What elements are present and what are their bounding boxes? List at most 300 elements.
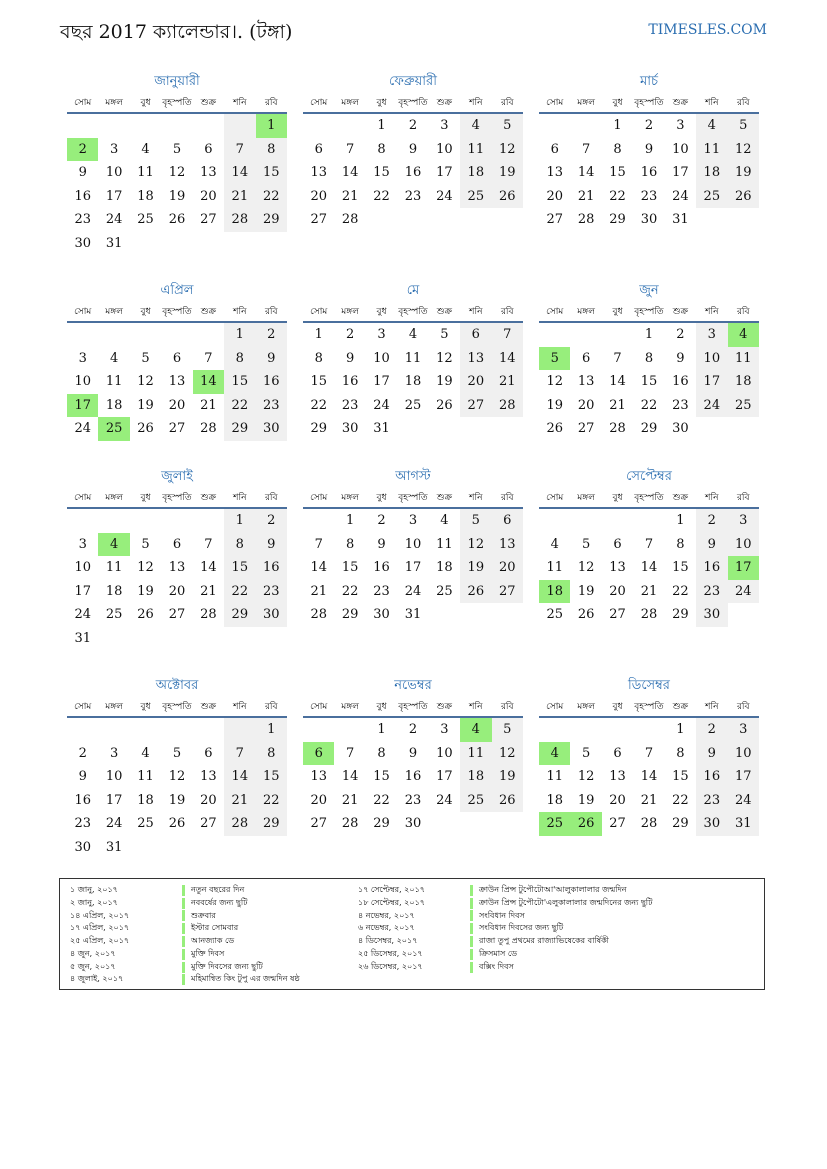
day-cell: 29	[341, 607, 359, 622]
day-cell: 30	[640, 212, 658, 227]
holiday-entry	[70, 884, 300, 897]
empty-day-cell	[130, 627, 161, 651]
day-cell: 21	[609, 397, 626, 413]
day-cell: 9	[408, 141, 418, 157]
holiday-date: ৪ নভেম্বর, ২০১৭	[358, 910, 415, 920]
day-cell: 21	[224, 185, 255, 209]
weekday-label: মঙ্গল	[577, 701, 595, 712]
day-cell: 5	[492, 114, 523, 138]
day-cell: 24	[74, 607, 91, 622]
day-cell: 17	[672, 165, 689, 180]
empty-day-cell	[193, 718, 224, 742]
empty-day-cell	[492, 603, 523, 627]
day-cell: 14	[193, 370, 224, 394]
day-cell: 11	[404, 350, 422, 366]
empty-day-cell	[696, 208, 727, 232]
week-row	[539, 812, 759, 836]
empty-day-cell	[460, 603, 491, 627]
day-cell: 7	[224, 742, 255, 766]
day-cell: 29	[373, 816, 390, 831]
day-cell: 19	[137, 583, 154, 599]
day-cell: 7	[314, 536, 323, 552]
holiday-entry	[358, 897, 652, 910]
day-cell: 12	[137, 374, 154, 389]
day-cell: 16	[74, 188, 91, 204]
day-cell: 12	[168, 769, 186, 784]
holiday-entry	[358, 948, 652, 961]
day-cell: 13	[609, 769, 626, 784]
day-cell: 16	[74, 792, 91, 808]
day-cell: 8	[676, 536, 685, 552]
day-cell: 17	[696, 370, 727, 394]
day-cell: 18	[460, 161, 491, 185]
empty-day-cell	[193, 323, 224, 347]
weekday-label: মঙ্গল	[577, 97, 595, 108]
day-cell: 13	[168, 374, 186, 389]
weekday-header	[67, 696, 287, 718]
day-cell: 13	[168, 560, 186, 575]
day-cell: 28	[577, 212, 595, 227]
day-cell: 12	[577, 769, 595, 784]
month-calendar	[539, 281, 759, 441]
empty-day-cell	[256, 232, 287, 256]
holiday-entry	[70, 910, 300, 923]
day-cell: 22	[373, 188, 390, 204]
day-cell: 31	[728, 812, 759, 836]
weekday-label: বুধ	[376, 701, 387, 712]
month-calendar	[67, 467, 287, 650]
month-name: ফেব্রুয়ারী	[389, 74, 437, 89]
weekday-label: বুধ	[140, 701, 151, 712]
week-row	[67, 603, 287, 627]
holiday-entry	[70, 897, 300, 910]
day-cell: 17	[67, 394, 98, 418]
month-calendar	[303, 676, 523, 836]
weekday-label: রবি	[264, 492, 278, 503]
month-name: মার্চ	[639, 74, 658, 89]
day-cell: 20	[609, 792, 626, 808]
month-name: অক্টোবর	[155, 678, 199, 693]
weekday-label: বৃহস্পতি	[398, 492, 428, 503]
day-cell: 5	[440, 327, 449, 342]
month-calendar	[539, 467, 759, 627]
day-cell: 2	[256, 509, 287, 533]
day-cell: 12	[728, 138, 759, 162]
day-cell: 29	[640, 421, 658, 436]
weekday-label: বুধ	[140, 492, 151, 503]
week-row	[67, 509, 287, 533]
weekday-label: রবি	[736, 492, 750, 503]
empty-day-cell	[161, 509, 192, 533]
day-cell: 25	[546, 607, 563, 622]
day-cell: 10	[105, 769, 123, 784]
day-cell: 3	[728, 509, 759, 533]
empty-day-cell	[460, 812, 491, 836]
day-cell: 13	[577, 374, 595, 389]
empty-day-cell	[602, 323, 633, 347]
day-cell: 6	[613, 536, 622, 552]
day-cell: 20	[168, 397, 186, 413]
day-cell: 27	[546, 212, 563, 227]
empty-day-cell	[224, 114, 255, 138]
week-row	[303, 114, 523, 138]
weekday-label: বুধ	[140, 97, 151, 108]
weekday-label: বৃহস্পতি	[634, 701, 664, 712]
weekday-label: শনি	[705, 492, 719, 503]
week-row	[67, 742, 287, 766]
day-cell: 7	[345, 745, 355, 761]
day-cell: 21	[577, 188, 595, 204]
holiday-entry	[358, 884, 652, 897]
day-cell: 21	[341, 792, 359, 808]
holiday-marker	[470, 962, 473, 973]
week-row	[539, 533, 759, 557]
day-cell: 13	[310, 769, 327, 784]
weekday-label: বুধ	[140, 306, 151, 317]
holiday-marker	[470, 936, 473, 947]
day-cell: 1	[256, 114, 287, 138]
holiday-date: ৪ জুন, ২০১৭	[70, 948, 116, 958]
day-cell: 19	[492, 765, 523, 789]
empty-day-cell	[130, 836, 161, 860]
day-cell: 4	[460, 114, 491, 138]
empty-day-cell	[303, 509, 334, 533]
day-cell: 15	[672, 769, 689, 784]
day-cell: 9	[345, 350, 355, 366]
month-name: আগস্ট	[395, 469, 431, 484]
month-calendar	[303, 467, 523, 627]
week-row	[539, 347, 759, 371]
day-cell: 2	[377, 513, 386, 528]
day-cell: 9	[644, 141, 654, 157]
weekday-header	[539, 301, 759, 323]
holiday-date: ৬ নভেম্বর, ২০১৭	[358, 923, 415, 933]
holiday-entry	[70, 922, 300, 935]
day-cell: 23	[672, 397, 689, 413]
day-cell: 24	[436, 188, 453, 204]
empty-day-cell	[334, 114, 365, 138]
day-cell: 18	[460, 765, 491, 789]
holiday-marker	[182, 885, 185, 896]
day-cell: 8	[224, 533, 255, 557]
empty-day-cell	[539, 718, 570, 742]
empty-day-cell	[696, 417, 727, 441]
day-cell: 23	[696, 580, 727, 604]
day-cell: 26	[546, 421, 563, 436]
empty-day-cell	[602, 718, 633, 742]
day-cell: 8	[676, 745, 685, 761]
day-cell: 12	[168, 165, 186, 180]
month-name: নভেম্বর	[394, 678, 432, 693]
holiday-date: ১৭ এপ্রিল, ২০১৭	[70, 923, 130, 933]
empty-day-cell	[539, 323, 570, 347]
week-row	[67, 161, 287, 185]
day-cell: 15	[640, 374, 658, 389]
week-row	[539, 603, 759, 627]
weekday-label: মঙ্গল	[105, 701, 123, 712]
day-cell: 25	[460, 185, 491, 209]
weekday-label: বৃহস্পতি	[398, 306, 428, 317]
week-row	[303, 789, 523, 813]
weekday-label: শনি	[233, 492, 247, 503]
day-cell: 30	[256, 417, 287, 441]
empty-day-cell	[570, 323, 601, 347]
day-cell: 19	[137, 397, 154, 413]
day-cell: 20	[577, 397, 595, 413]
weekday-label: মঙ্গল	[577, 306, 595, 317]
weekday-label: শনি	[705, 97, 719, 108]
week-row	[67, 347, 287, 371]
empty-day-cell	[130, 718, 161, 742]
day-cell: 9	[676, 350, 685, 366]
day-cell: 16	[256, 556, 287, 580]
day-cell: 14	[224, 161, 255, 185]
holiday-entry	[358, 910, 652, 923]
day-cell: 22	[672, 792, 689, 808]
weekday-label: শুক্র	[436, 701, 453, 712]
holiday-marker	[470, 910, 473, 921]
day-cell: 14	[341, 165, 359, 180]
weekday-label: বৃহস্পতি	[162, 492, 192, 503]
day-cell: 23	[640, 188, 658, 204]
day-cell: 15	[224, 370, 255, 394]
day-cell: 31	[74, 630, 91, 646]
holiday-marker	[182, 898, 185, 909]
holiday-column-left	[70, 884, 300, 986]
weekday-label: সোম	[74, 492, 92, 503]
day-cell: 26	[577, 607, 595, 622]
empty-day-cell	[67, 323, 98, 347]
day-cell: 31	[105, 235, 123, 251]
weekday-label: শনি	[233, 97, 247, 108]
day-cell: 24	[728, 580, 759, 604]
day-cell: 29	[672, 816, 689, 831]
weekday-header	[303, 92, 523, 114]
day-cell: 7	[204, 536, 213, 552]
day-cell: 3	[109, 745, 119, 761]
day-cell: 17	[404, 560, 422, 575]
holiday-entry	[358, 961, 652, 974]
empty-day-cell	[570, 114, 601, 138]
day-cell: 25	[728, 394, 759, 418]
day-cell: 27	[200, 212, 217, 227]
holiday-name: আনজ্যাক ডে	[191, 936, 235, 946]
holiday-name: বক্সিং দিবস	[479, 961, 514, 971]
weekday-label: শনি	[705, 701, 719, 712]
site-link[interactable]: TIMESLES.COM	[648, 22, 767, 38]
day-cell: 7	[644, 536, 654, 552]
weekday-label: সোম	[546, 701, 564, 712]
day-cell: 11	[696, 138, 727, 162]
holiday-date: ১৭ সেপ্টেম্বর, ২০১৭	[358, 884, 425, 894]
day-cell: 8	[377, 141, 386, 157]
week-row	[303, 580, 523, 604]
day-cell: 13	[200, 165, 217, 180]
day-cell: 16	[696, 556, 727, 580]
holiday-marker	[470, 923, 473, 934]
day-cell: 10	[696, 347, 727, 371]
holiday-date: ১৪ এপ্রিল, ২০১৭	[70, 910, 130, 920]
weekday-header	[67, 301, 287, 323]
weekday-label: শনি	[469, 492, 483, 503]
weekday-label: শুক্র	[672, 97, 689, 108]
week-row	[303, 765, 523, 789]
weekday-label: শনি	[469, 701, 483, 712]
empty-day-cell	[193, 232, 224, 256]
month-calendar	[67, 676, 287, 859]
holiday-entry	[358, 922, 652, 935]
day-cell: 16	[696, 765, 727, 789]
day-cell: 27	[310, 816, 327, 831]
day-cell: 20	[200, 792, 217, 808]
weekday-label: শুক্র	[672, 492, 689, 503]
day-cell: 30	[256, 603, 287, 627]
day-cell: 10	[74, 560, 91, 575]
weekday-label: রবি	[500, 701, 514, 712]
weekday-label: শনি	[233, 701, 247, 712]
empty-day-cell	[460, 208, 491, 232]
month-calendar	[539, 676, 759, 836]
day-cell: 26	[492, 185, 523, 209]
week-row	[303, 509, 523, 533]
holiday-name: ক্রাউন প্রিন্স টুপৌটো'এলুকালালার জন্মদিনের জন্য ছুটি	[479, 897, 653, 907]
day-cell: 7	[581, 141, 591, 157]
week-row	[67, 138, 287, 162]
day-cell: 24	[105, 816, 123, 831]
weekday-label: মঙ্গল	[341, 701, 359, 712]
holiday-date: ১ জানু, ২০১৭	[70, 884, 118, 894]
day-cell: 27	[609, 607, 626, 622]
holiday-name: ক্রাউন প্রিন্স টুপৌটোআ'আলুকালালার জন্মদিন	[479, 884, 627, 894]
day-cell: 1	[676, 513, 685, 528]
day-cell: 25	[460, 789, 491, 813]
weekday-label: রবি	[736, 701, 750, 712]
weekday-label: শনি	[233, 306, 247, 317]
day-cell: 5	[728, 114, 759, 138]
week-row	[303, 138, 523, 162]
day-cell: 28	[640, 607, 658, 622]
day-cell: 29	[310, 421, 327, 436]
weekday-label: শুক্র	[200, 97, 217, 108]
day-cell: 22	[609, 188, 626, 204]
day-cell: 6	[613, 745, 622, 761]
empty-day-cell	[728, 208, 759, 232]
week-row	[67, 394, 287, 418]
day-cell: 27	[200, 816, 217, 831]
empty-day-cell	[539, 114, 570, 138]
day-cell: 9	[78, 165, 87, 180]
day-cell: 30	[404, 816, 422, 831]
day-cell: 16	[256, 370, 287, 394]
day-cell: 4	[98, 533, 129, 557]
holiday-name: নববর্ষের জন্য ছুটি	[191, 897, 248, 907]
day-cell: 27	[577, 421, 595, 436]
week-row	[539, 370, 759, 394]
empty-day-cell	[224, 627, 255, 651]
day-cell: 12	[137, 560, 154, 575]
weekday-header	[67, 92, 287, 114]
day-cell: 26	[168, 212, 186, 227]
week-row	[539, 556, 759, 580]
day-cell: 16	[640, 165, 658, 180]
day-cell: 20	[609, 583, 626, 599]
day-cell: 26	[492, 789, 523, 813]
day-cell: 10	[728, 533, 759, 557]
month-name: জানুয়ারী	[154, 74, 200, 89]
weekday-label: মঙ্গল	[577, 492, 595, 503]
day-cell: 28	[224, 208, 255, 232]
day-cell: 9	[408, 745, 418, 761]
weekday-label: রবি	[264, 701, 278, 712]
day-cell: 9	[256, 533, 287, 557]
day-cell: 6	[204, 141, 213, 157]
day-cell: 17	[436, 769, 453, 784]
day-cell: 17	[728, 765, 759, 789]
day-cell: 19	[577, 583, 595, 599]
day-cell: 14	[640, 769, 658, 784]
empty-day-cell	[161, 718, 192, 742]
day-cell: 13	[310, 165, 327, 180]
day-cell: 12	[546, 374, 563, 389]
week-row	[303, 208, 523, 232]
day-cell: 13	[609, 560, 626, 575]
day-cell: 2	[696, 718, 727, 742]
day-cell: 24	[728, 789, 759, 813]
day-cell: 15	[373, 165, 390, 180]
day-cell: 10	[436, 745, 453, 761]
weekday-label: বৃহস্পতি	[634, 306, 664, 317]
day-cell: 28	[609, 421, 626, 436]
day-cell: 18	[137, 792, 154, 808]
day-cell: 6	[204, 745, 213, 761]
weekday-label: শুক্র	[436, 492, 453, 503]
weekday-label: বুধ	[376, 97, 387, 108]
day-cell: 21	[492, 370, 523, 394]
weekday-label: শুক্র	[672, 701, 689, 712]
week-row	[539, 161, 759, 185]
day-cell: 21	[200, 397, 217, 413]
day-cell: 22	[256, 185, 287, 209]
day-cell: 15	[341, 560, 359, 575]
empty-day-cell	[193, 627, 224, 651]
holiday-date: ১৮ সেপ্টেম্বর, ২০১৭	[358, 897, 425, 907]
holiday-date: ২৬ ডিসেম্বর, ২০১৭	[358, 961, 423, 971]
day-cell: 6	[314, 141, 323, 157]
week-row	[539, 718, 759, 742]
day-cell: 5	[492, 718, 523, 742]
weekday-header	[539, 487, 759, 509]
day-cell: 13	[546, 165, 563, 180]
day-cell: 3	[408, 513, 418, 528]
day-cell: 3	[78, 350, 87, 366]
weekday-label: সোম	[546, 306, 564, 317]
weekday-header	[303, 487, 523, 509]
holiday-marker	[182, 949, 185, 960]
holiday-name: ক্রিসমাস ডে	[479, 948, 517, 958]
day-cell: 25	[404, 397, 422, 413]
day-cell: 27	[460, 394, 491, 418]
day-cell: 6	[303, 742, 334, 766]
holiday-name: মুক্তি দিবস	[191, 948, 225, 958]
empty-day-cell	[98, 323, 129, 347]
empty-day-cell	[256, 836, 287, 860]
day-cell: 17	[105, 792, 123, 808]
day-cell: 2	[408, 118, 418, 133]
holiday-marker	[182, 910, 185, 921]
day-cell: 28	[224, 812, 255, 836]
day-cell: 8	[256, 742, 287, 766]
empty-day-cell	[366, 208, 397, 232]
